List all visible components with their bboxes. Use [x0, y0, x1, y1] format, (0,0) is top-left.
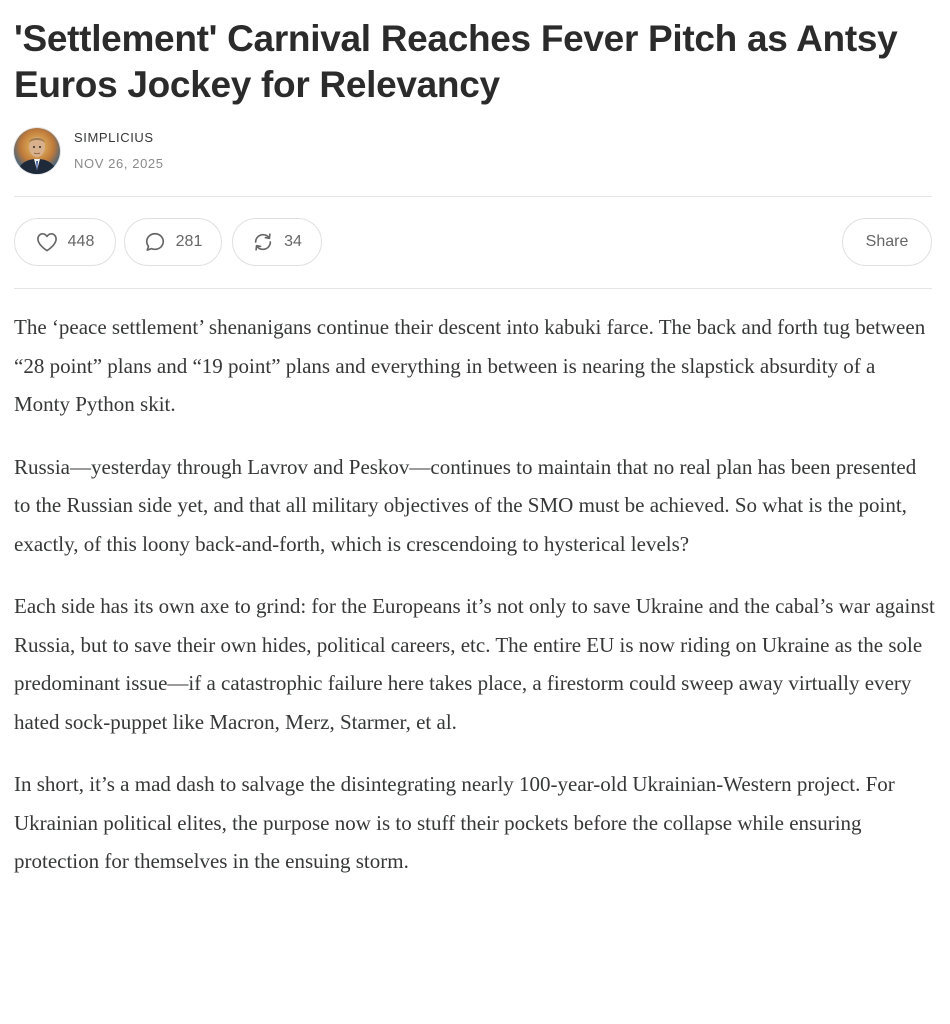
author-avatar[interactable]: [14, 128, 60, 174]
paragraph: Each side has its own axe to grind: for the Europeans it’s not only to save Ukraine and the cabal’s war against Russia, but to save their own hides, political careers, etc. The entire EU is now riding on Ukraine as the sole predominant issue—if a catastrophic failure here takes place, a firestorm could sweep away virtually every hated sock-puppet like Macron, Merz, Starmer, et al.: [14, 594, 935, 734]
author-name[interactable]: SIMPLICIUS: [74, 130, 154, 145]
like-count: 448: [67, 233, 95, 250]
divider-bottom: [14, 288, 932, 289]
like-button[interactable]: [14, 218, 116, 266]
post-body: [14, 308, 936, 905]
paragraph: Russia—yesterday through Lavrov and Peskov—continues to maintain that no real plan has been presented to the Russian side yet, and that all military objectives of the SMO must be achieved. So what is the point, exactly, of this loony back-and-forth, which is crescendoing to hysterical levels?: [14, 454, 917, 556]
comment-bubble-icon: [144, 231, 166, 253]
share-button[interactable]: Share: [842, 218, 932, 266]
post-date: NOV 26, 2025: [74, 156, 164, 171]
restack-count: 34: [284, 233, 302, 250]
heart-icon: [36, 232, 58, 252]
post-title: 'Settlement' Carnival Reaches Fever Pitch as Antsy Euros Jockey for Relevancy: [14, 18, 898, 105]
comment-button[interactable]: [124, 218, 222, 266]
restack-arrows-icon: [252, 231, 274, 253]
divider-top: [14, 196, 932, 197]
restack-button[interactable]: [232, 218, 322, 266]
paragraph: In short, it’s a mad dash to salvage the disintegrating nearly 100-year-old Ukrainian-Western project. For Ukrainian political elites, the purpose now is to stuff their pockets before the collapse while ensuring protection for themselves in the ensuing storm.: [14, 772, 895, 873]
paragraph: The ‘peace settlement’ shenanigans continue their descent into kabuki farce. The back and forth tug between “28 point” plans and “19 point” plans and everything in between is nearing the slapstick absurdity of a Monty Python skit.: [14, 315, 926, 416]
comment-count: 281: [175, 233, 203, 250]
